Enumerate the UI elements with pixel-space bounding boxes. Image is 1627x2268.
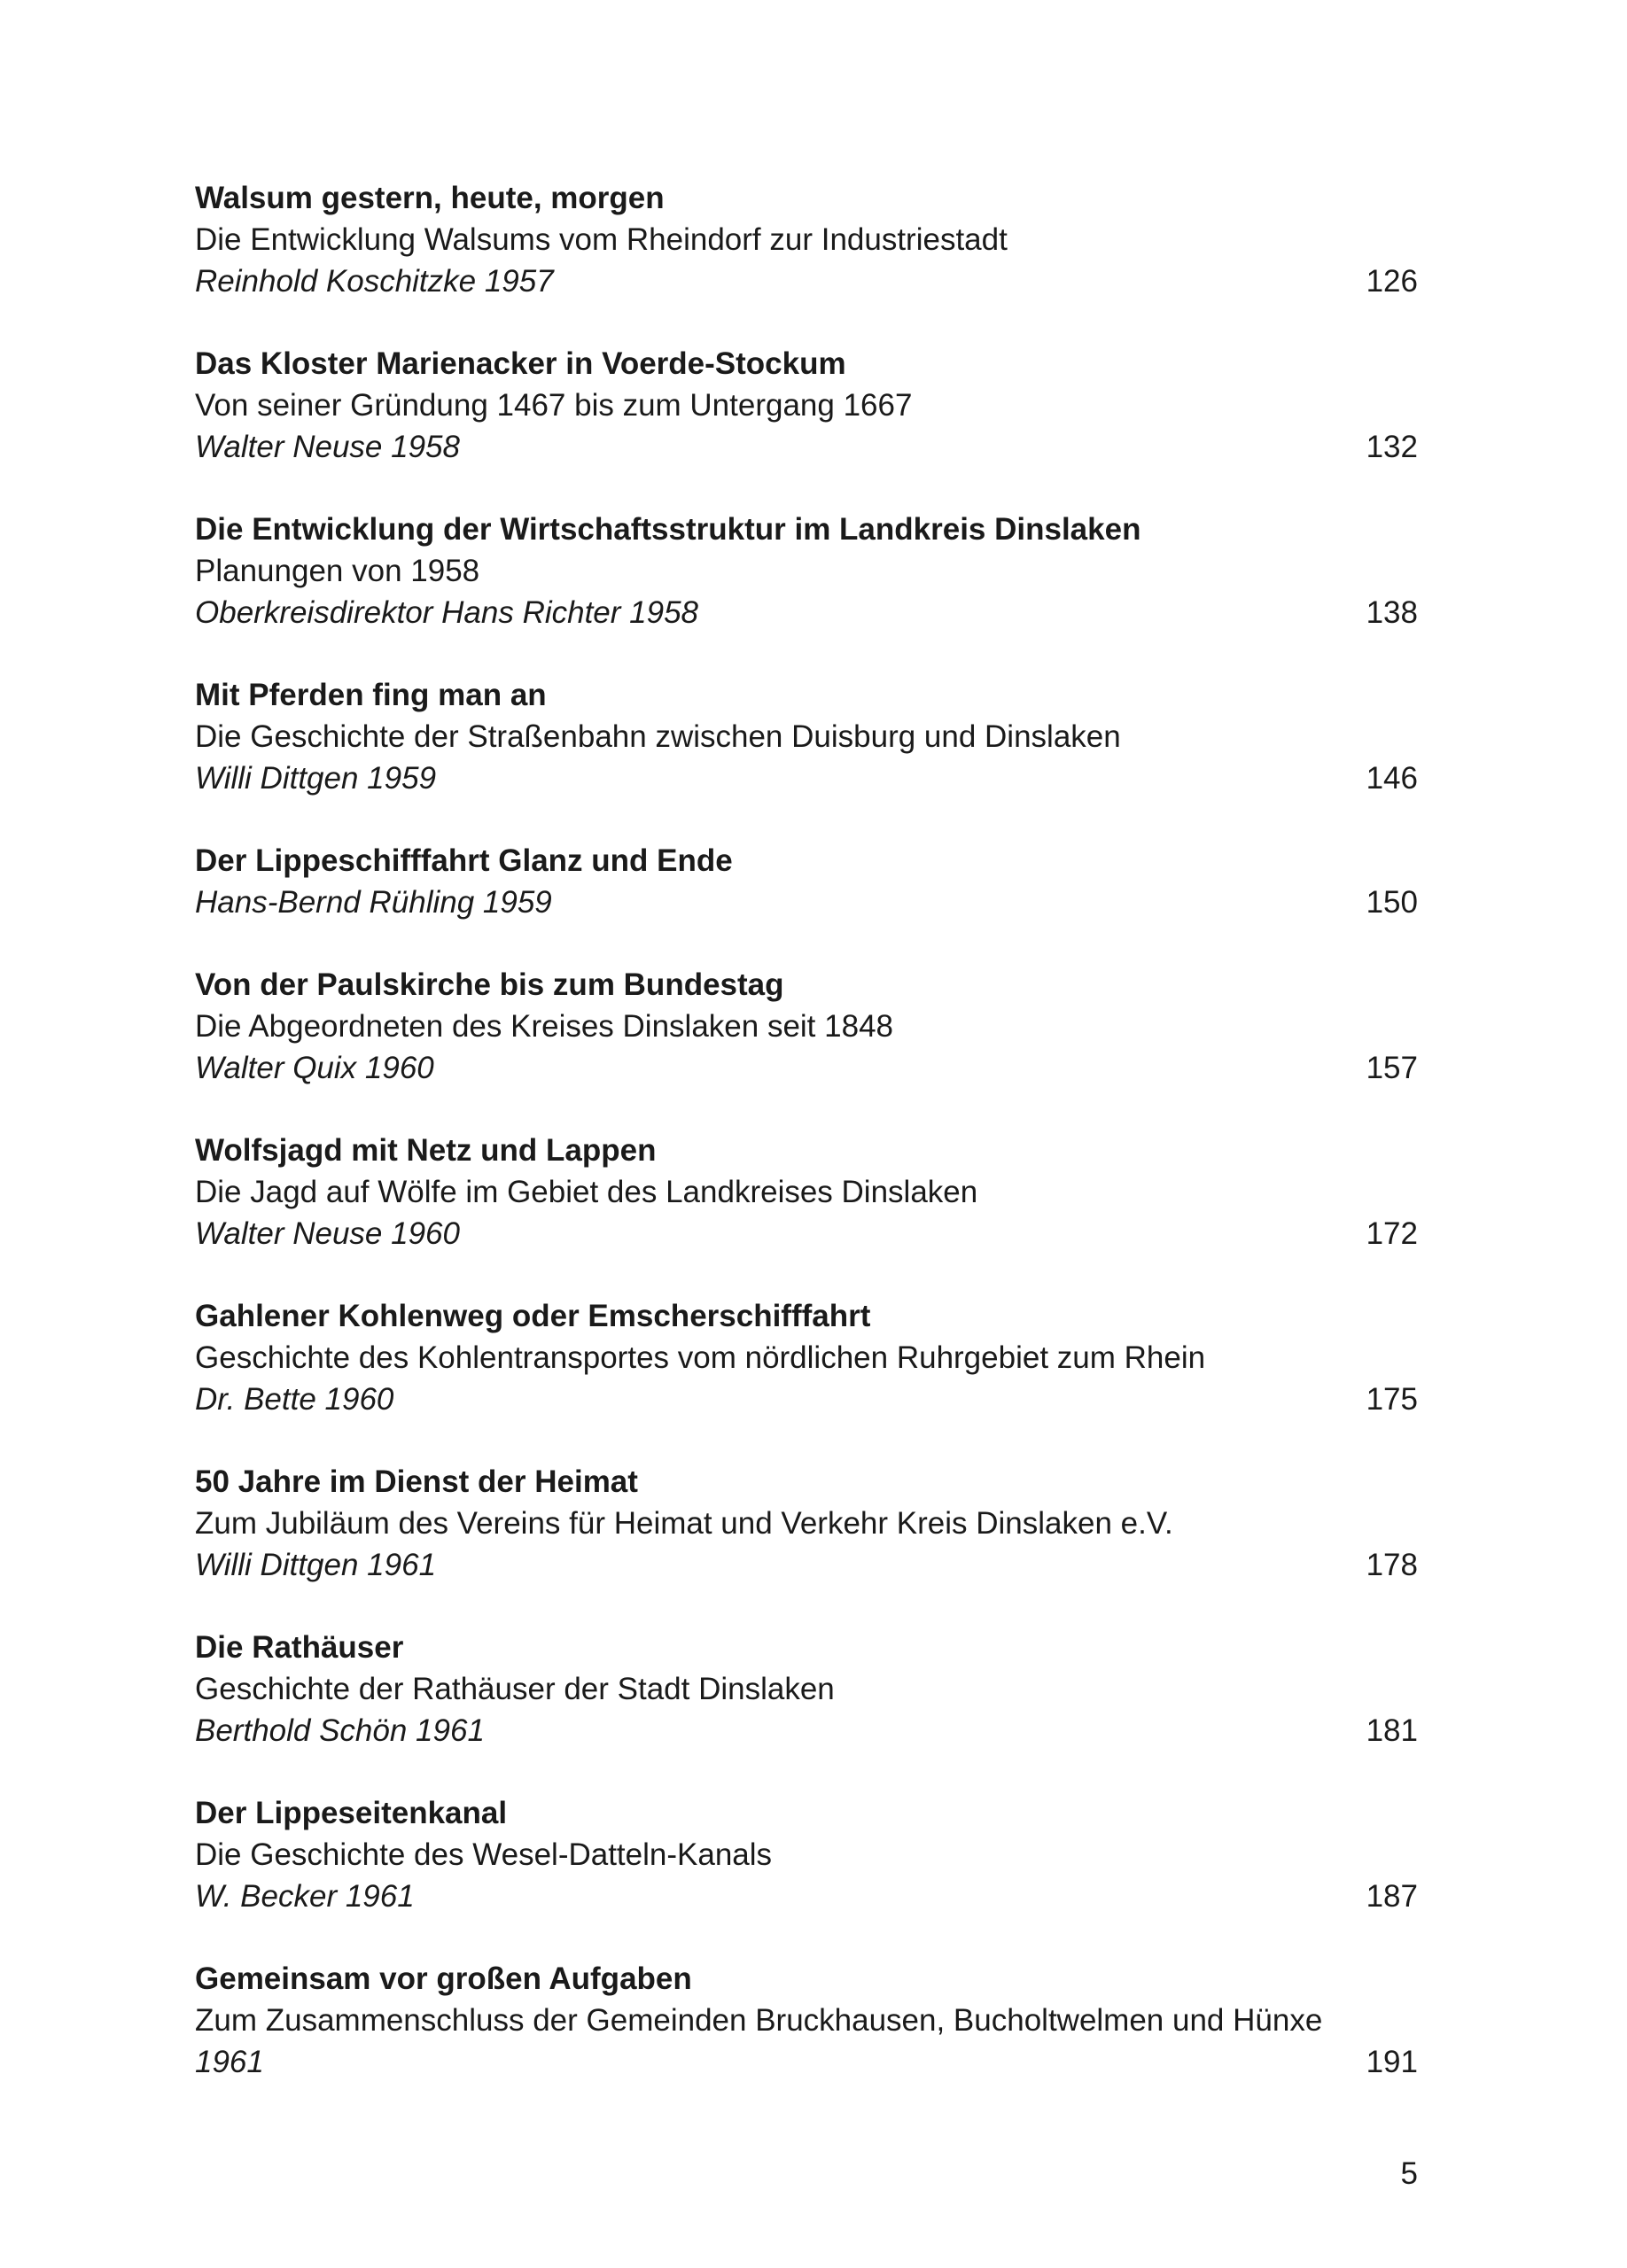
entry-subtitle: Die Entwicklung Walsums vom Rheindorf zur Industriestadt [195, 222, 1008, 257]
entry-page-number: 157 [1366, 1051, 1418, 1085]
toc-entry [195, 509, 1418, 633]
entry-author: Willi Dittgen 1959 [195, 761, 437, 796]
toc-entry [195, 1958, 1418, 2083]
toc-entry [195, 1295, 1418, 1420]
entry-title: Wolfsjagd mit Netz und Lappen [195, 1133, 657, 1168]
entry-page-number: 138 [1366, 595, 1418, 630]
entry-subtitle: Zum Zusammenschluss der Gemeinden Bruckhausen, Bucholtwelmen und Hünxe [195, 2003, 1323, 2038]
entry-title: Walsum gestern, heute, morgen [195, 181, 665, 215]
entry-page-number: 146 [1366, 761, 1418, 796]
entry-title: Die Rathäuser [195, 1630, 404, 1665]
toc-entry [195, 343, 1418, 468]
entry-subtitle: Die Abgeordneten des Kreises Dinslaken seit 1848 [195, 1009, 893, 1044]
page-folio: 5 [1400, 2156, 1418, 2191]
toc-entry [195, 1130, 1418, 1254]
entry-author: Reinhold Koschitzke 1957 [195, 264, 554, 299]
toc-entry [195, 674, 1418, 799]
toc-entry [195, 964, 1418, 1089]
entry-page-number: 132 [1366, 430, 1418, 464]
entry-subtitle: Die Geschichte der Straßenbahn zwischen Duisburg und Dinslaken [195, 719, 1121, 754]
toc-entry [195, 1627, 1418, 1751]
entry-subtitle: Geschichte des Kohlentransportes vom nördlichen Ruhrgebiet zum Rhein [195, 1340, 1206, 1375]
entry-page-number: 150 [1366, 885, 1418, 920]
entry-title: Das Kloster Marienacker in Voerde-Stockum [195, 346, 846, 381]
entry-page-number: 175 [1366, 1382, 1418, 1417]
entry-page-number: 178 [1366, 1548, 1418, 1582]
entry-author: Walter Neuse 1958 [195, 430, 460, 464]
entry-title: 50 Jahre im Dienst der Heimat [195, 1464, 638, 1499]
toc-entry [195, 840, 1418, 923]
entry-author: Walter Neuse 1960 [195, 1216, 460, 1251]
entry-page-number: 187 [1366, 1879, 1418, 1914]
entry-author: W. Becker 1961 [195, 1879, 415, 1914]
toc-entry [195, 177, 1418, 302]
entry-page-number: 181 [1366, 1713, 1418, 1748]
entry-title: Der Lippeschifffahrt Glanz und Ende [195, 843, 733, 878]
entry-title: Mit Pferden fing man an [195, 678, 547, 712]
entry-author: 1961 [195, 2045, 264, 2079]
entry-author: Hans-Bernd Rühling 1959 [195, 885, 552, 920]
entry-author: Berthold Schön 1961 [195, 1713, 485, 1748]
entry-page-number: 191 [1366, 2045, 1418, 2079]
entry-page-number: 126 [1366, 264, 1418, 299]
entry-title: Gahlener Kohlenweg oder Emscherschifffahrt [195, 1299, 871, 1333]
entry-title: Die Entwicklung der Wirtschaftsstruktur im Landkreis Dinslaken [195, 512, 1141, 547]
entry-title: Von der Paulskirche bis zum Bundestag [195, 967, 784, 1002]
toc-entry [195, 1792, 1418, 1917]
entry-subtitle: Planungen von 1958 [195, 554, 480, 588]
entry-author: Dr. Bette 1960 [195, 1382, 394, 1417]
toc-entry [195, 1461, 1418, 1586]
entry-subtitle: Die Geschichte des Wesel-Datteln-Kanals [195, 1837, 773, 1872]
entry-subtitle: Geschichte der Rathäuser der Stadt Dinslaken [195, 1672, 835, 1706]
entry-subtitle: Von seiner Gründung 1467 bis zum Untergang 1667 [195, 388, 913, 423]
entry-subtitle: Die Jagd auf Wölfe im Gebiet des Landkreises Dinslaken [195, 1175, 978, 1209]
entry-author: Walter Quix 1960 [195, 1051, 434, 1085]
entry-title: Der Lippeseitenkanal [195, 1796, 508, 1830]
entry-title: Gemeinsam vor großen Aufgaben [195, 1961, 692, 1996]
entry-author: Willi Dittgen 1961 [195, 1548, 437, 1582]
entry-subtitle: Zum Jubiläum des Vereins für Heimat und Verkehr Kreis Dinslaken e.V. [195, 1506, 1173, 1541]
table-of-contents [195, 177, 1418, 2083]
entry-page-number: 172 [1366, 1216, 1418, 1251]
entry-author: Oberkreisdirektor Hans Richter 1958 [195, 595, 699, 630]
